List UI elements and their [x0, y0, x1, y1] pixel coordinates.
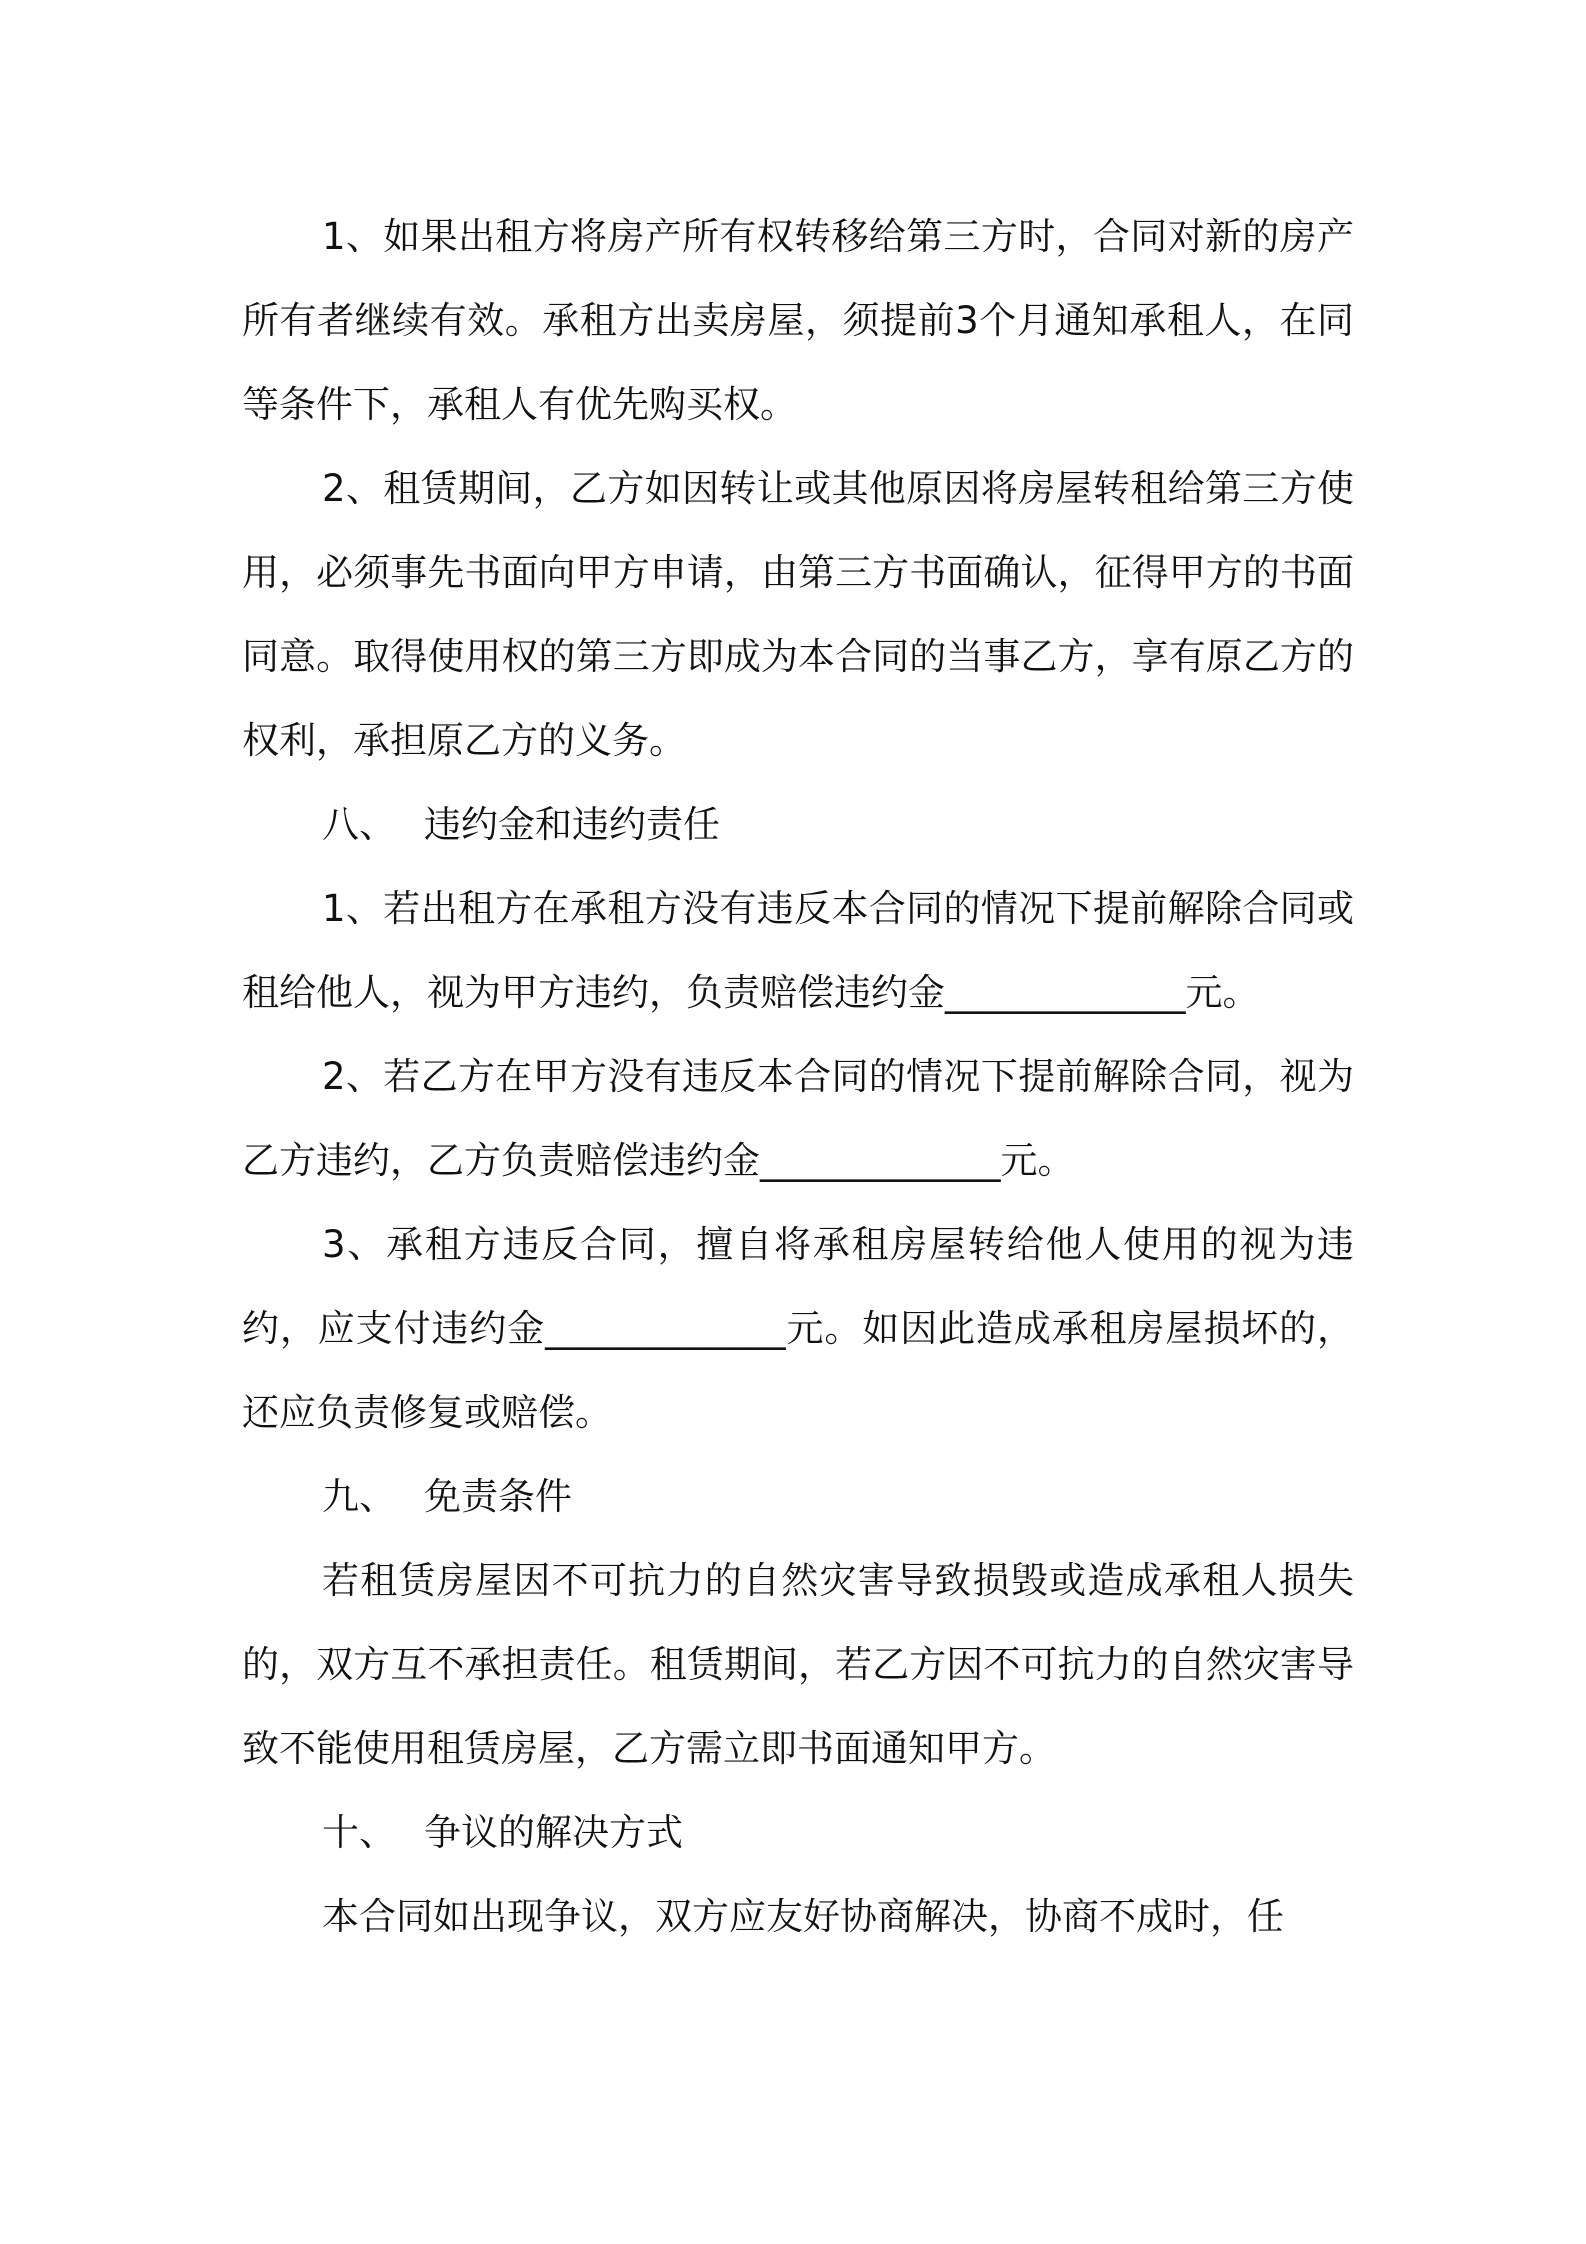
- clause-paragraph-2: 2、租赁期间，乙方如因转让或其他原因将房屋转租给第三方使用，必须事先书面向甲方申请，由第三方书面确认，征得甲方的书面同意。取得使用权的第三方即成为本合同的当事乙方，享有原乙方的权利，承担原乙方的义务。: [242, 467, 1354, 762]
- section9-body: 若租赁房屋因不可抗力的自然灾害导致损毁或造成承租人损失的，双方互不承担责任。租赁期间，若乙方因不可抗力的自然灾害导致不能使用租赁房屋，乙方需立即书面通知甲方。: [242, 1559, 1354, 1770]
- section-title: 争议的解决方式: [424, 1811, 683, 1854]
- document-body: [242, 195, 1354, 1959]
- clause-paragraph-1: 1、如果出租方将房产所有权转移给第三方时，合同对新的房产所有者继续有效。承租方出卖房屋，须提前3个月通知承租人，在同等条件下，承租人有优先购买权。: [242, 215, 1354, 426]
- section-title: 免责条件: [424, 1475, 572, 1518]
- section10-body: 本合同如出现争议，双方应友好协商解决，协商不成时，任: [322, 1895, 1284, 1938]
- section-title: 违约金和违约责任: [424, 803, 720, 846]
- section-heading-9: [242, 1455, 1354, 1539]
- section-number: 八、: [322, 803, 396, 846]
- section8-item-2: 2、若乙方在甲方没有违反本合同的情况下提前解除合同，视为乙方违约，乙方负责赔偿违约金_____________元。: [242, 1055, 1354, 1182]
- section-number: 九、: [322, 1475, 396, 1518]
- section-heading-8: [242, 783, 1354, 867]
- section-heading-10: [242, 1791, 1354, 1875]
- section8-item-1: 1、若出租方在承租方没有违反本合同的情况下提前解除合同或租给他人，视为甲方违约，负责赔偿违约金_____________元。: [242, 887, 1354, 1014]
- section-number: 十、: [322, 1811, 396, 1854]
- section8-item-3: 3、承租方违反合同，擅自将承租房屋转给他人使用的视为违约，应支付违约金_____________元。如因此造成承租房屋损坏的，还应负责修复或赔偿。: [242, 1223, 1354, 1434]
